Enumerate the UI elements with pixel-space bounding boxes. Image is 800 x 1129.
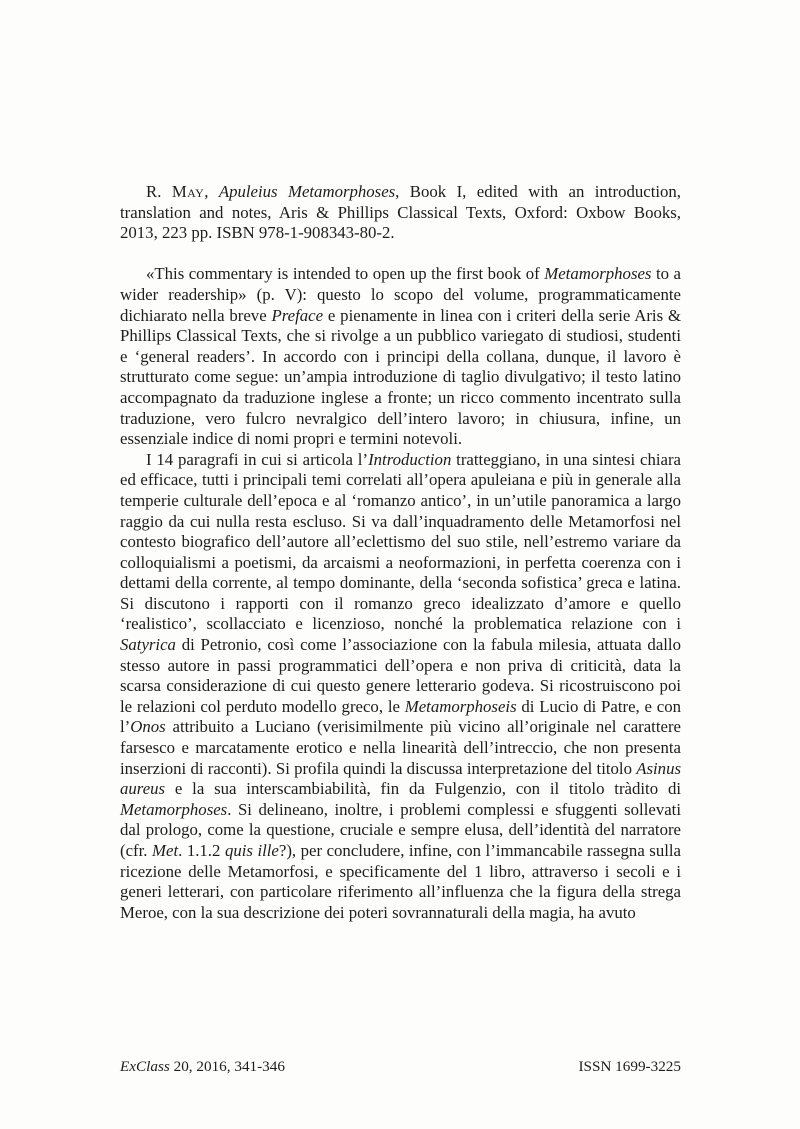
text-run: I 14 paragrafi in cui si articola l’	[146, 449, 369, 469]
review-text-block	[120, 182, 681, 923]
text-run: di Petronio, così come l’associazione con la fabula milesia, attuata dallo stesso autore in passi programmatici dell’opera e non priva di criticità, data la scarsa considerazione di cui questo genere letterario godeva. Si ricostruiscono poi le relazioni col perduto modello greco, le	[120, 635, 681, 716]
text-run: attribuito a Luciano (verisimilmente più vicino all’originale nel carattere farsesco e marcatamente erotico e nella linearità dell’intreccio, che non presenta inserzioni di racconti). Si profila quindi la discussa interpretazione del titolo	[120, 717, 681, 778]
footer-issn: ISSN 1699-3225	[578, 1058, 681, 1075]
text-run: Metamorphoses	[544, 264, 652, 284]
text-run: 20, 2016, 341-346	[169, 1058, 285, 1075]
text-run: Met	[152, 841, 179, 860]
footer-journal-reference	[120, 1057, 285, 1076]
text-run: Preface	[271, 305, 324, 325]
body-paragraph-1	[120, 264, 681, 449]
text-run: e la sua interscambiabilità, fin da Fulgenzio, con il titolo tràdito di	[165, 779, 681, 799]
text-run: tratteggiano, in una sintesi chiara ed efficace, tutti i principali temi correlati all’opera apuleiana e più in generale alla temperie culturale dell’epoca e al ‘romanzo antico’, in un’utile panoramica a largo raggio da cui nulla resta escluso. Si va dall’inquadramento delle Metamorfosi nel contesto biografico dell’autore all’eclettismo del suo stile, nell’estremo variare da colloquialismi a poetismi, da arcaismi a neoformazioni, in perfetta coerenza con i dettami della corrente, al tempo dominante, della ‘seconda sofistica’ greca e latina. Si discutono i rapporti con il romanzo greco idealizzato d’amore e quello ‘realistico’, scollacciato e licenzioso, nonché la problematica relazione con i	[120, 449, 681, 634]
text-run: . 1.1.2	[178, 841, 225, 860]
text-run: , Book I, edited with an introduction, translation and notes, Aris & Phillips Classical Texts, Oxford: Oxbow Books, 2013, 223 pp. ISBN 978-1-908343-80-2.	[120, 182, 681, 243]
text-run: ExClass	[120, 1058, 170, 1075]
text-run: ,	[204, 182, 219, 201]
text-run: ?), per concludere, infine, con l’immancabile rassegna sulla ricezione delle Metamorfosi, e specificamente del 1 libro, attraverso i secoli e i generi letterari, con particolare riferimento all’influenza che la figura della strega Meroe, con la sua descrizione dei poteri sovrannaturali della magia, ha avuto	[120, 841, 681, 922]
text-run: Metamorphoseis	[404, 696, 517, 716]
text-run: Onos	[130, 717, 166, 737]
text-run: Satyrica	[120, 635, 176, 655]
text-run: quis ille	[224, 841, 279, 860]
citation-paragraph	[120, 182, 681, 244]
text-run: R.	[146, 182, 172, 201]
text-run: Asinus aureus	[120, 758, 681, 799]
body-paragraph-2	[120, 450, 681, 924]
text-run: May	[171, 182, 205, 201]
text-run: Apuleius Metamorphoses	[218, 182, 396, 201]
text-run: e pienamente in linea con i criteri della serie Aris & Phillips Classical Texts, che si rivolge a un pubblico variegato di studiosi, studenti e ‘general readers’. In accordo con i principi della collana, dunque, il lavoro è strutturato come segue: un’ampia introduzione di taglio divulgativo; il testo latino accompagnato da traduzione inglese a fronte; un ricco commento incentrato sulla traduzione, vero fulcro nevralgico dell’intero lavoro; in chiusura, infine, un essenziale indice di nomi propri e termini notevoli.	[120, 305, 682, 449]
page-footer	[120, 1057, 681, 1076]
text-run: to a wider readership» (p. V): questo lo scopo del volume, programmaticamente dichiarato nella breve	[120, 264, 681, 325]
text-run: . Si delineano, inoltre, i problemi complessi e sfuggenti sollevati dal prologo, come la questione, cruciale e sempre elusa, dell’identità del narratore (cfr.	[120, 799, 681, 860]
text-run: Metamorphoses	[120, 799, 228, 819]
text-run: «This commentary is intended to open up the first book of	[146, 264, 545, 284]
text-run: di Lucio di Patre, e con l’	[120, 696, 681, 737]
text-run: Introduction	[368, 449, 452, 469]
